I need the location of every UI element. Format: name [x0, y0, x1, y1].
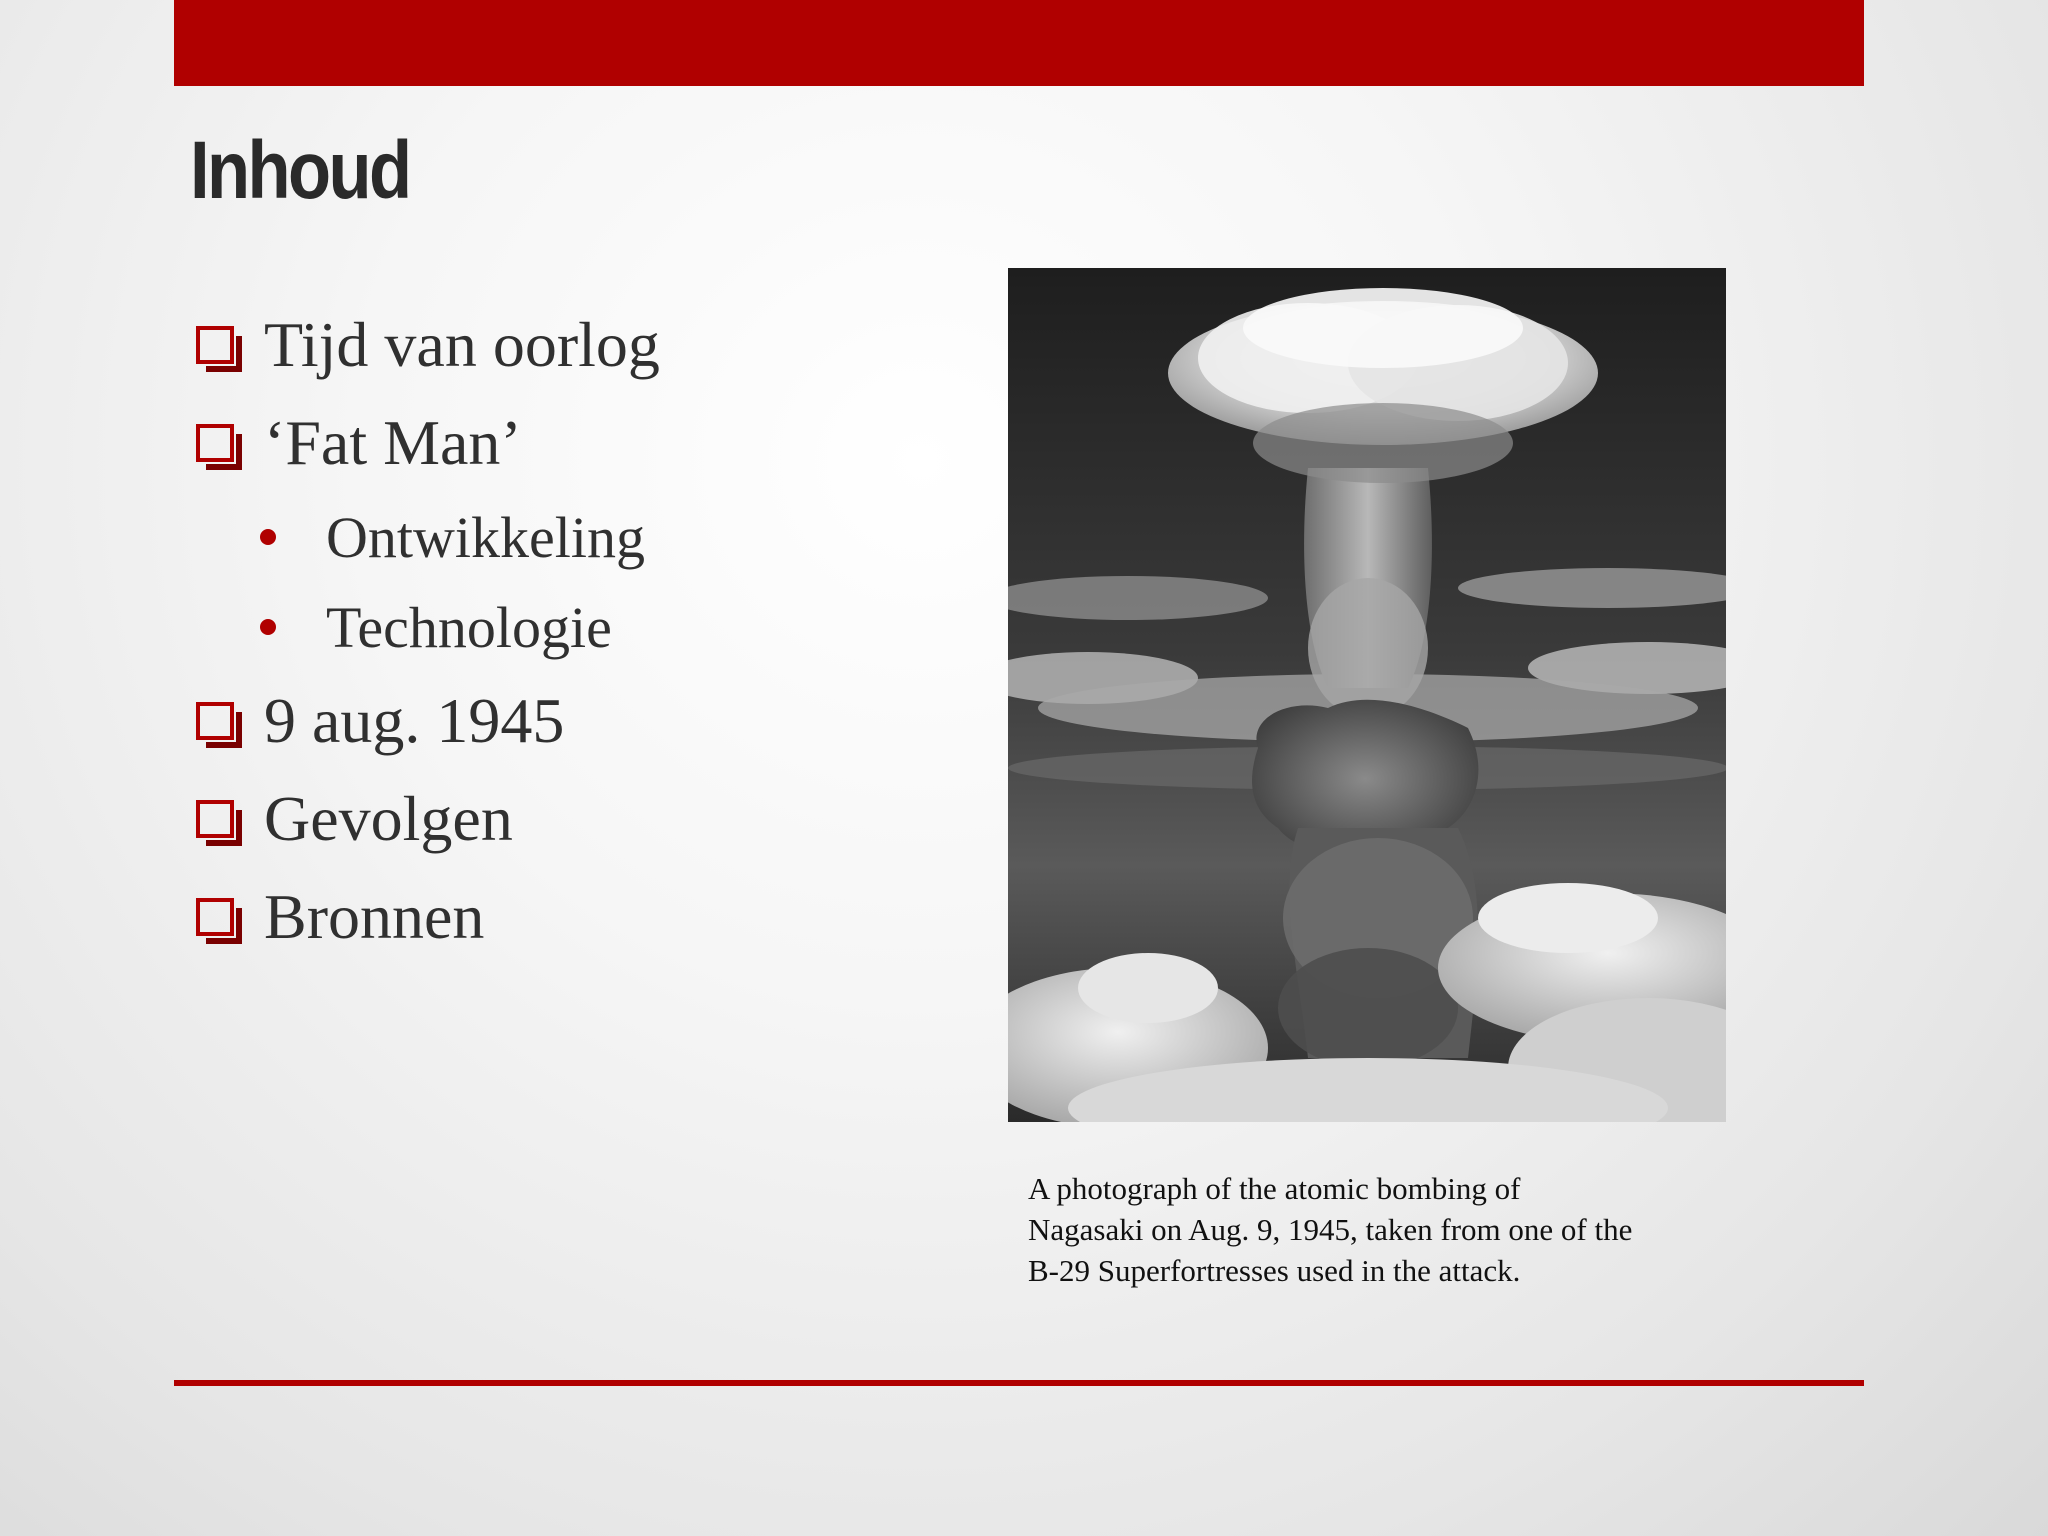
mushroom-cloud-illustration [1008, 268, 1726, 1122]
caption-line: Nagasaki on Aug. 9, 1945, taken from one of the [1028, 1212, 1633, 1247]
list-item-label: 9 aug. 1945 [264, 685, 565, 756]
checkbox-bullet-icon [196, 898, 234, 936]
mushroom-cloud-photo [1008, 268, 1726, 1122]
checkbox-bullet-icon [196, 702, 234, 740]
list-item [196, 770, 660, 868]
list-item-label: Tijd van oorlog [264, 309, 660, 380]
caption-line: A photograph of the atomic bombing of [1028, 1171, 1521, 1206]
top-accent-bar [174, 0, 1864, 86]
photo-caption [1028, 1168, 1728, 1291]
dot-bullet-icon [260, 529, 276, 545]
list-item [196, 868, 660, 966]
list-item-label: Bronnen [264, 881, 485, 952]
sub-list-item [196, 492, 660, 582]
content-list [196, 296, 660, 966]
caption-line: B-29 Superfortresses used in the attack. [1028, 1253, 1521, 1288]
sub-list-item [196, 582, 660, 672]
list-item [196, 672, 660, 770]
sub-list-item-label: Technologie [326, 594, 612, 660]
bottom-accent-rule [174, 1380, 1864, 1386]
list-item [196, 394, 660, 492]
list-item-label: ‘Fat Man’ [264, 407, 522, 478]
checkbox-bullet-icon [196, 326, 234, 364]
checkbox-bullet-icon [196, 800, 234, 838]
list-item-label: Gevolgen [264, 783, 513, 854]
checkbox-bullet-icon [196, 424, 234, 462]
dot-bullet-icon [260, 619, 276, 635]
sub-list-item-label: Ontwikkeling [326, 504, 645, 570]
list-item [196, 296, 660, 394]
slide-title: Inhoud [190, 125, 410, 216]
